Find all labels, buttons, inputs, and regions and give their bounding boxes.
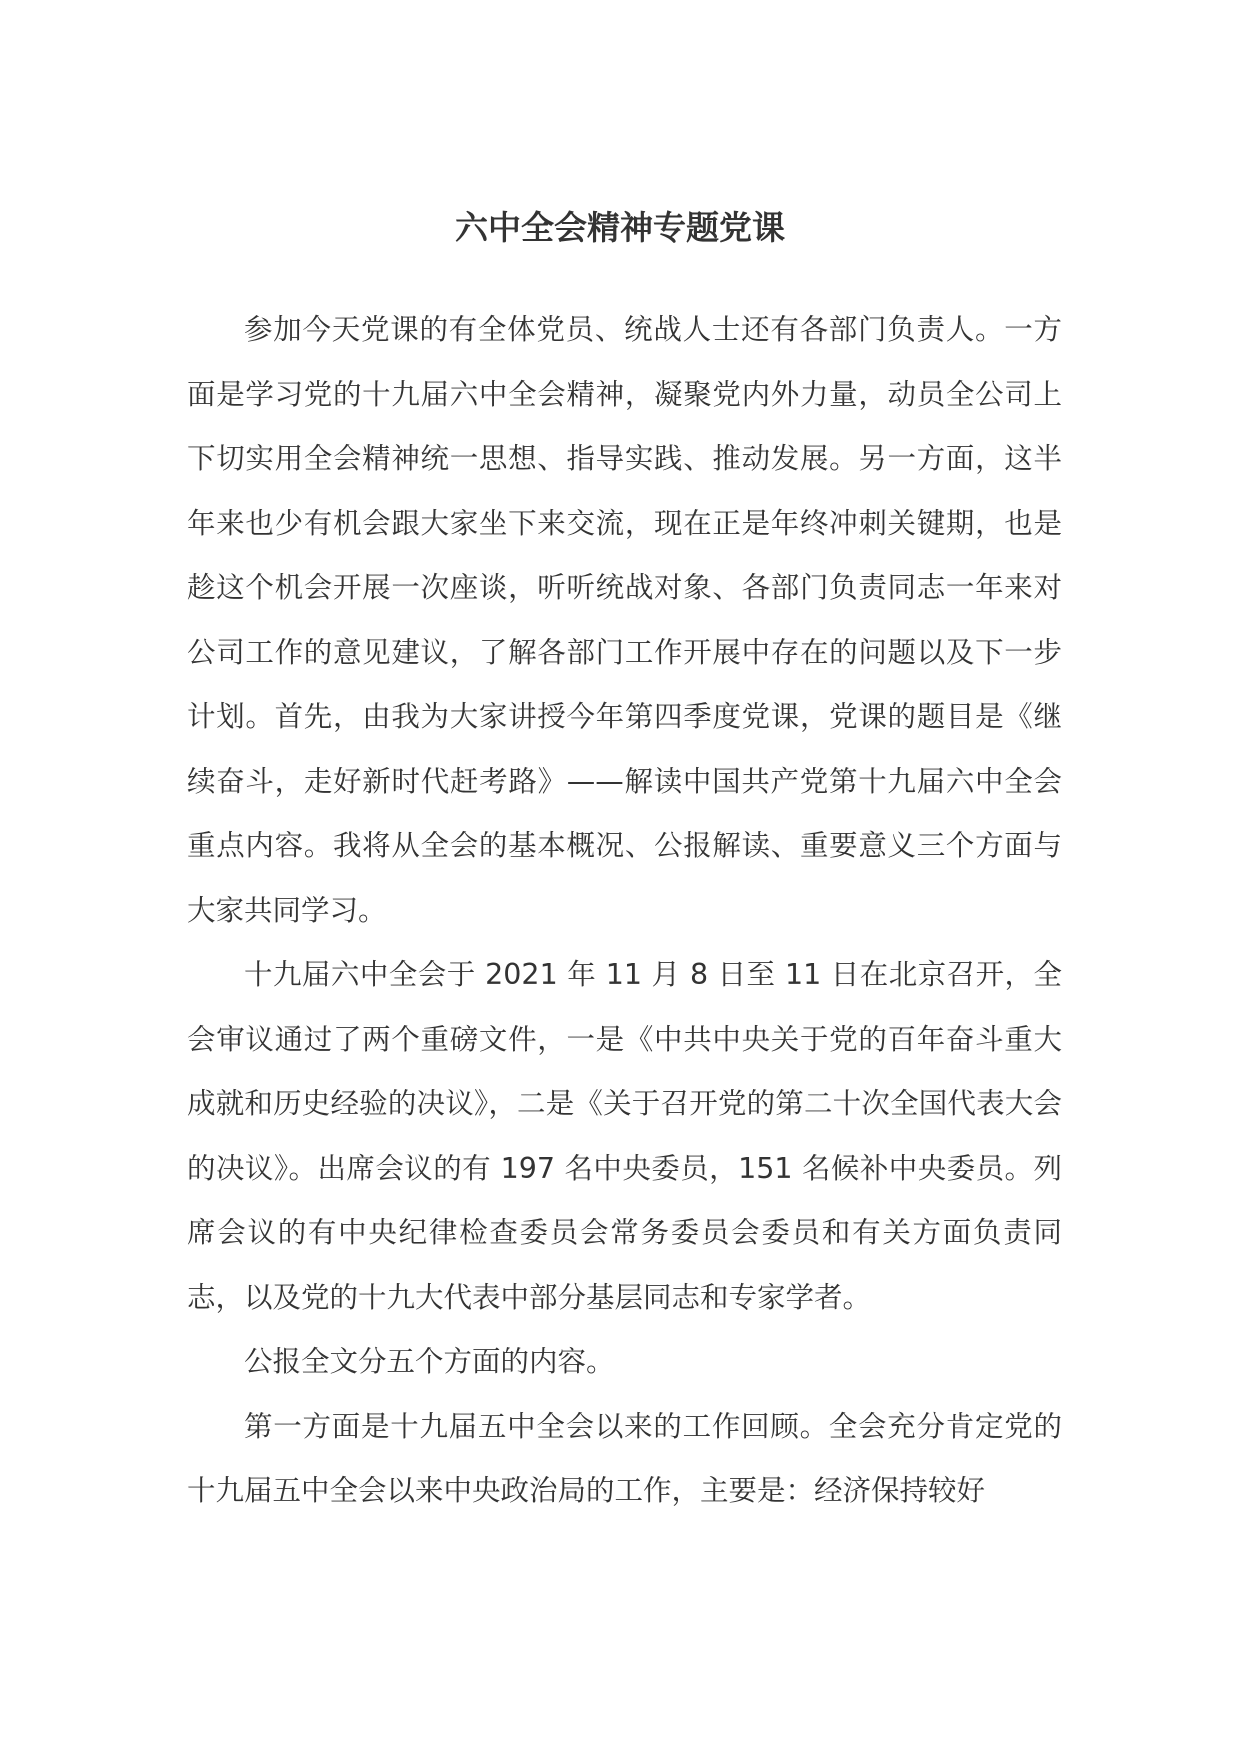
document-title: 六中全会精神专题党课 [455,208,785,247]
paragraph-plenum-overview: 十九届六中全会于 2021 年 11 月 8 日至 11 日在北京召开，全会审议通过了两个重磅文件，一是《中共中央关于党的百年奋斗重大成就和历史经验的决议》，二是《关于召开党的第二十次全国代表大会的决议》。出席会议的有 197 名中央委员，151 名候补中央委员。列席会议的有中央纪律检查委员会常务委员会委员和有关方面负责同志，以及党的十九大代表中部分基层同志和专家学者。 [187,958,1062,1314]
paragraph-communique-summary: 公报全文分五个方面的内容。 [244,1345,615,1378]
document-body [187,298,1062,1524]
paragraph-intro: 参加今天党课的有全体党员、统战人士还有各部门负责人。一方面是学习党的十九届六中全会精神，凝聚党内外力量，动员全公司上下切实用全会精神统一思想、指导实践、推动发展。另一方面，这半年来也少有机会跟大家坐下来交流，现在正是年终冲刺关键期，也是趁这个机会开展一次座谈，听听统战对象、各部门负责同志一年来对公司工作的意见建议，了解各部门工作开展中存在的问题以及下一步计划。首先，由我为大家讲授今年第四季度党课，党课的题目是《继续奋斗，走好新时代赶考路》——解读中国共产党第十九届六中全会重点内容。我将从全会的基本概况、公报解读、重要意义三个方面与大家共同学习。 [187,313,1062,927]
paragraph-first-aspect: 第一方面是十九届五中全会以来的工作回顾。全会充分肯定党的十九届五中全会以来中央政治局的工作，主要是：经济保持较好 [187,1409,1062,1507]
